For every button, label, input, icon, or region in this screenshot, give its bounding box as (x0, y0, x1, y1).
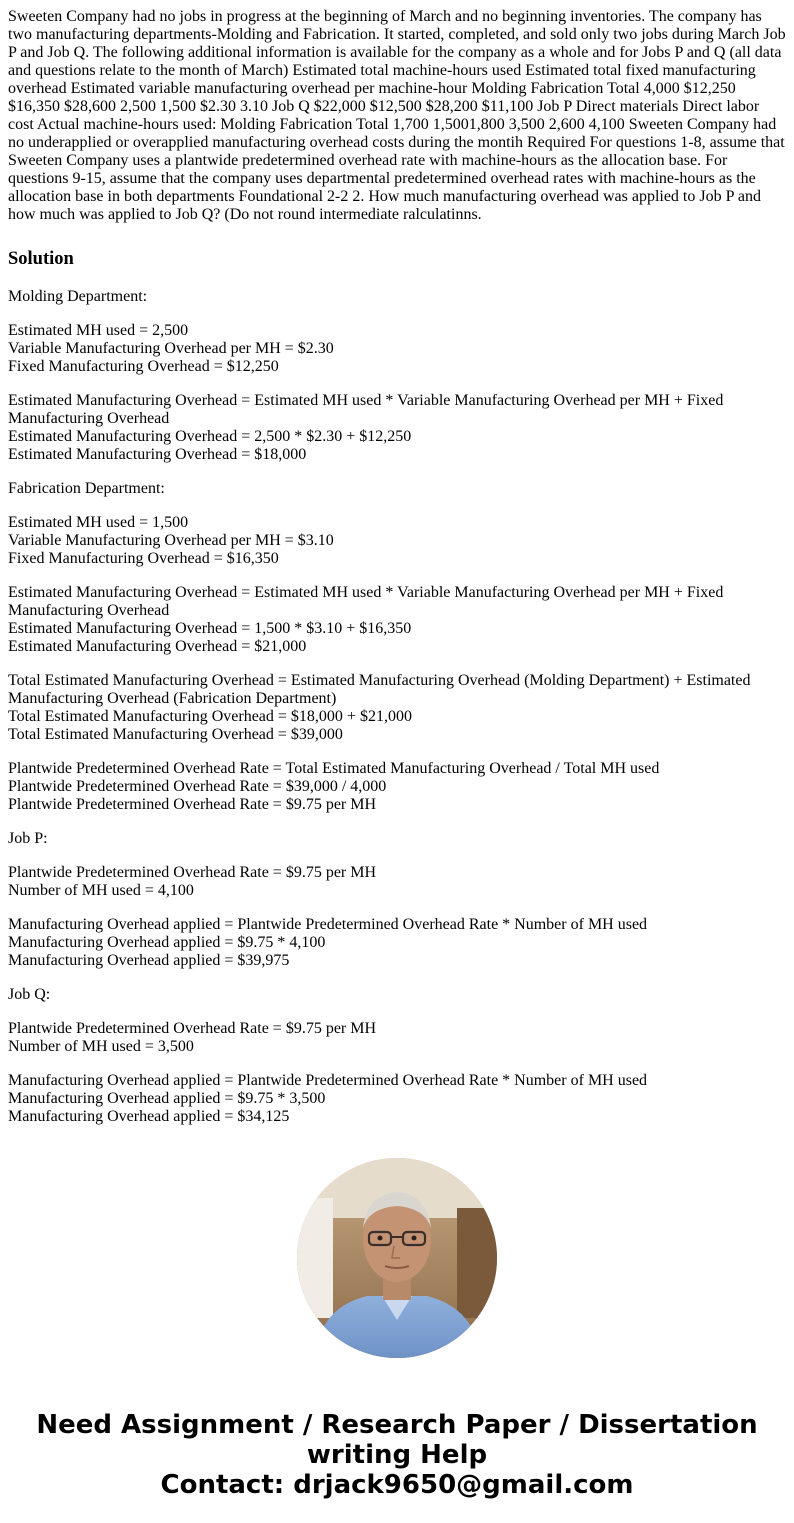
solution-line: Number of MH used = 4,100 (8, 882, 194, 899)
solution-line: Plantwide Predetermined Overhead Rate = $39,000 / 4,000 (8, 778, 387, 795)
solution-line: Plantwide Predetermined Overhead Rate = $9.75 per MH (8, 1020, 377, 1037)
solution-line: Fixed Manufacturing Overhead = $12,250 (8, 358, 279, 375)
solution-line: Plantwide Predetermined Overhead Rate = $9.75 per MH (8, 796, 377, 813)
solution-line: Fabrication Department: (8, 480, 165, 497)
solution-line: Manufacturing Overhead applied = $34,125 (8, 1108, 290, 1125)
solution-paragraph (8, 584, 786, 656)
solution-line: Total Estimated Manufacturing Overhead = $18,000 + $21,000 (8, 708, 412, 725)
solution-line: Manufacturing Overhead applied = Plantwide Predetermined Overhead Rate * Number of MH used (8, 916, 648, 933)
solution-paragraph (8, 392, 786, 464)
solution-paragraph (8, 1072, 786, 1126)
solution-paragraph (8, 830, 786, 848)
solution-line: Estimated Manufacturing Overhead = Estimated MH used * Variable Manufacturing Overhead per MH + Fixed Manufacturing Overhead (8, 584, 724, 619)
solution-paragraph (8, 288, 786, 306)
solution-line: Estimated Manufacturing Overhead = 1,500 * $3.10 + $16,350 (8, 620, 412, 637)
solution-paragraph (8, 322, 786, 376)
solution-line: Manufacturing Overhead applied = $9.75 * 3,500 (8, 1090, 326, 1107)
author-avatar (297, 1158, 497, 1358)
solution-line: Job Q: (8, 986, 51, 1003)
solution-line: Estimated Manufacturing Overhead = Estimated MH used * Variable Manufacturing Overhead per MH + Fixed Manufacturing Overhead (8, 392, 724, 427)
solution-line: Manufacturing Overhead applied = $9.75 * 4,100 (8, 934, 326, 951)
promo-contact: Contact: drjack9650@gmail.com (160, 1470, 634, 1500)
solution-paragraph (8, 480, 786, 498)
author-photo-container (8, 1158, 786, 1358)
solution-line: Estimated MH used = 2,500 (8, 322, 189, 339)
solution-paragraph (8, 672, 786, 744)
solution-line: Estimated Manufacturing Overhead = 2,500 * $2.30 + $12,250 (8, 428, 412, 445)
solution-body (8, 288, 786, 1126)
solution-line: Molding Department: (8, 288, 148, 305)
author-portrait-image (297, 1158, 497, 1358)
promo-headline: Need Assignment / Research Paper / Dissertation writing Help (36, 1410, 758, 1470)
solution-line: Plantwide Predetermined Overhead Rate = $9.75 per MH (8, 864, 377, 881)
solution-line: Number of MH used = 3,500 (8, 1038, 194, 1055)
solution-paragraph (8, 986, 786, 1004)
solution-paragraph (8, 864, 786, 900)
solution-paragraph (8, 1020, 786, 1056)
solution-line: Estimated Manufacturing Overhead = $21,000 (8, 638, 307, 655)
solution-line: Plantwide Predetermined Overhead Rate = Total Estimated Manufacturing Overhead / Total MH used (8, 760, 660, 777)
solution-line: Total Estimated Manufacturing Overhead = Estimated Manufacturing Overhead (Molding Department) + Estimated Manufacturing Overhead (Fabrication Department) (8, 672, 751, 707)
solution-paragraph (8, 760, 786, 814)
solution-line: Estimated Manufacturing Overhead = $18,000 (8, 446, 307, 463)
solution-paragraph (8, 514, 786, 568)
solution-line: Total Estimated Manufacturing Overhead = $39,000 (8, 726, 343, 743)
solution-line: Variable Manufacturing Overhead per MH = $3.10 (8, 532, 334, 549)
question-text: Sweeten Company had no jobs in progress at the beginning of March and no beginning inventories. The company has two manufacturing departments-Molding and Fabrication. It started, completed, and sold only two jobs during March Job P and Job Q. The following additional information is available for the company as a whole and for Jobs P and Q (all data and questions relate to the month of March) Estimated total machine-hours used Estimated total fixed manufacturing overhead Estimated variable manufacturing overhead per machine-hour Molding Fabrication Total 4,000 $12,250 $16,350 $28,600 2,500 1,500 $2.30 3.10 Job Q $22,000 $12,500 $28,200 $11,100 Job P Direct materials Direct labor cost Actual machine-hours used: Molding Fabrication Total 1,700 1,5001,800 3,500 2,600 4,100 Sweeten Company had no underapplied or overapplied manufacturing overhead costs during the montih Required For questions 1-8, assume that Sweeten Company uses a plantwide predetermined overhead rate with machine-hours as the allocation base. For questions 9-15, assume that the company uses departmental predetermined overhead rates with machine-hours as the allocation base in both departments Foundational 2-2 2. How much manufacturing overhead was applied to Job P and how much was applied to Job Q? (Do not round intermediate ralculatinns. (8, 8, 786, 223)
solution-line: Job P: (8, 830, 48, 847)
promo-footer (8, 1410, 786, 1500)
solution-paragraph (8, 916, 786, 970)
solution-line: Variable Manufacturing Overhead per MH = $2.30 (8, 340, 334, 357)
solution-line: Manufacturing Overhead applied = Plantwide Predetermined Overhead Rate * Number of MH used (8, 1072, 648, 1089)
solution-line: Estimated MH used = 1,500 (8, 514, 189, 531)
solution-line: Fixed Manufacturing Overhead = $16,350 (8, 550, 279, 567)
solution-heading: Solution (8, 249, 74, 269)
solution-line: Manufacturing Overhead applied = $39,975 (8, 952, 290, 969)
